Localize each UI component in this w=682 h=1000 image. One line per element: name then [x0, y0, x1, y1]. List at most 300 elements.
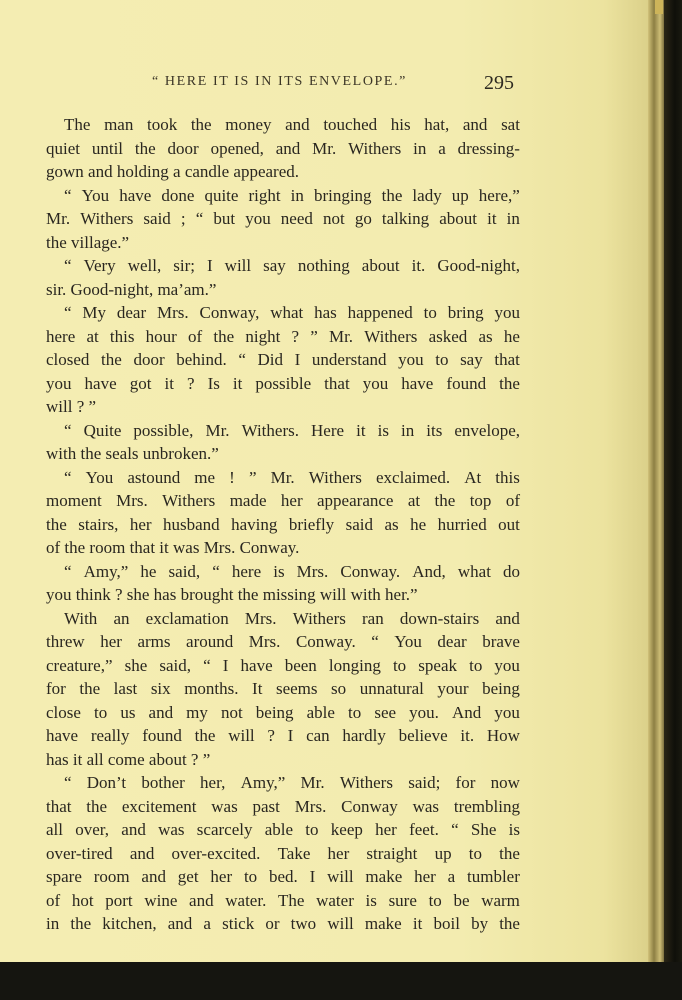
- word: I: [309, 867, 316, 886]
- text-line: [46, 372, 520, 396]
- word: or: [265, 914, 280, 933]
- word: will: [327, 867, 354, 886]
- word: the: [86, 796, 108, 816]
- text-line: [46, 419, 520, 443]
- word: months.: [184, 679, 239, 698]
- word: about: [439, 209, 477, 228]
- page-number: 295: [484, 72, 514, 94]
- word: for: [46, 679, 66, 698]
- word: hour: [145, 326, 177, 346]
- word: quiet: [46, 138, 80, 158]
- text-line: [46, 607, 520, 631]
- page-header: [0, 72, 520, 98]
- word: to: [243, 867, 258, 886]
- scan-border-bottom: [0, 962, 682, 1000]
- word: her: [210, 867, 233, 886]
- text-line: [46, 348, 520, 372]
- word: port: [105, 890, 133, 910]
- word: room: [93, 867, 130, 886]
- text-line: [46, 889, 520, 913]
- word: seems: [275, 679, 318, 698]
- word: it.: [460, 726, 475, 745]
- word: well,: [127, 256, 162, 275]
- word: the: [79, 679, 101, 698]
- word: her,: [200, 773, 226, 792]
- word: right: [248, 185, 281, 205]
- word: it: [232, 373, 243, 393]
- word: as: [384, 514, 399, 534]
- text-line: [46, 701, 520, 725]
- word: you: [494, 702, 520, 722]
- word: what: [270, 303, 304, 322]
- word: And: [451, 702, 482, 722]
- word: hot: [71, 890, 94, 910]
- text-line: [46, 325, 520, 349]
- word: has: [314, 303, 337, 322]
- word: this: [495, 467, 520, 487]
- word: the: [101, 350, 122, 369]
- word: How: [486, 726, 520, 745]
- word: boil: [433, 914, 460, 933]
- text-line: [46, 466, 520, 490]
- text-line: [46, 865, 520, 889]
- word: until: [91, 138, 124, 158]
- word: it: [412, 914, 423, 933]
- word: over-tired: [46, 843, 113, 863]
- word: Mrs.: [157, 303, 189, 322]
- word: and: [148, 702, 174, 722]
- word: in: [506, 209, 520, 228]
- word: envelope,: [454, 420, 520, 440]
- word: what: [457, 561, 491, 581]
- word: Amy,”: [240, 773, 286, 792]
- word: in: [46, 914, 60, 933]
- text-line: [46, 771, 520, 795]
- word: straight: [366, 843, 418, 863]
- word: Quite: [83, 420, 122, 440]
- word: six: [150, 679, 171, 698]
- word: to: [423, 303, 437, 322]
- word: of: [505, 491, 520, 510]
- word: Withers.: [241, 420, 299, 440]
- word: Withers: [308, 467, 362, 487]
- running-head: “ HERE IT IS IN ITS ENVELOPE.”: [152, 74, 407, 89]
- word: The: [64, 115, 91, 134]
- word: I: [206, 256, 213, 275]
- word: astound: [127, 467, 181, 487]
- word: to: [94, 702, 108, 722]
- word: the: [434, 491, 456, 510]
- text-line: [46, 724, 520, 748]
- word: wine: [144, 890, 178, 910]
- word: was: [211, 796, 238, 816]
- word: of: [46, 890, 61, 910]
- word: last: [113, 679, 138, 698]
- text-line: [46, 630, 520, 654]
- word: us: [120, 702, 136, 722]
- text-line: [46, 207, 520, 231]
- word: out: [498, 514, 520, 534]
- word: appearance: [317, 491, 394, 510]
- word: water.: [225, 890, 267, 910]
- word: Mrs.: [116, 491, 148, 510]
- word: Amy,”: [83, 561, 129, 581]
- word: its: [426, 420, 443, 440]
- word: “: [451, 820, 459, 839]
- text-line: [46, 677, 520, 701]
- word: to: [468, 843, 482, 863]
- word: top: [469, 491, 492, 510]
- word: kitchen,: [102, 914, 157, 933]
- word: closed: [46, 350, 90, 369]
- word: that: [494, 350, 520, 369]
- word: found: [446, 373, 487, 393]
- word: warm: [481, 890, 520, 910]
- word: stairs,: [78, 514, 119, 534]
- word: to: [435, 350, 449, 369]
- text-line: of the room that it was Mrs. Conway.: [46, 538, 300, 557]
- word: close: [46, 702, 81, 722]
- word: his: [390, 115, 411, 134]
- word: Here: [311, 420, 345, 440]
- word: said,: [168, 561, 201, 581]
- word: ?: [291, 326, 300, 346]
- text-line: with the seals unbroken.”: [46, 444, 219, 463]
- word: up: [451, 185, 469, 205]
- text-line: [46, 560, 520, 584]
- word: will: [224, 256, 252, 275]
- word: door: [167, 138, 199, 158]
- word: night: [245, 326, 281, 346]
- word: bringing: [313, 185, 372, 205]
- word: you: [362, 373, 389, 393]
- text-line: [46, 137, 520, 161]
- word: it: [356, 420, 366, 440]
- word: hurried: [437, 514, 487, 534]
- word: arms: [137, 632, 171, 651]
- text-line: [46, 489, 520, 513]
- word: got: [129, 373, 152, 393]
- word: unnatural: [359, 679, 424, 698]
- word: it.: [411, 256, 426, 275]
- word: have: [240, 655, 273, 675]
- word: spare: [46, 867, 82, 886]
- word: and: [462, 115, 488, 134]
- word: I: [294, 350, 301, 369]
- word: you: [46, 373, 72, 393]
- word: took: [146, 115, 178, 134]
- word: hardly: [342, 726, 386, 745]
- word: Mr.: [270, 467, 295, 487]
- word: Mrs.: [248, 632, 281, 651]
- word: to: [428, 890, 442, 910]
- word: dressing-: [457, 138, 520, 158]
- word: you: [494, 655, 520, 675]
- word: possible,: [133, 420, 194, 440]
- word: “: [64, 773, 72, 792]
- word: not: [220, 702, 243, 722]
- word: made: [229, 491, 267, 510]
- word: it: [487, 209, 497, 228]
- word: Conway,: [199, 303, 260, 322]
- word: The: [278, 890, 305, 910]
- word: ;: [180, 209, 186, 228]
- word: believe: [398, 726, 448, 745]
- word: have: [46, 726, 79, 745]
- word: excitement: [121, 796, 197, 816]
- text-line: [46, 513, 520, 537]
- word: for: [455, 773, 476, 792]
- word: Did: [257, 350, 284, 369]
- word: Withers: [364, 326, 418, 346]
- word: With: [64, 608, 98, 628]
- word: have: [84, 373, 117, 393]
- word: lady: [412, 185, 442, 205]
- word: water: [316, 890, 354, 910]
- word: her: [129, 514, 152, 534]
- word: found: [142, 726, 182, 745]
- word: It: [252, 679, 263, 698]
- word: the: [190, 115, 212, 134]
- word: Conway: [341, 796, 398, 816]
- text-line: [46, 842, 520, 866]
- word: “: [371, 632, 379, 651]
- word: Don’t: [86, 773, 127, 792]
- word: here,”: [478, 185, 520, 205]
- word: At: [464, 467, 482, 487]
- word: exclamation: [145, 608, 229, 628]
- word: Is: [207, 373, 220, 393]
- word: said: [143, 209, 171, 228]
- word: can: [306, 726, 330, 745]
- word: Withers: [162, 491, 216, 510]
- word: it: [164, 373, 174, 393]
- word: keep: [330, 820, 363, 839]
- word: go: [354, 209, 372, 228]
- word: My: [82, 303, 107, 322]
- word: he: [503, 326, 520, 346]
- word: brave: [482, 632, 520, 651]
- word: Mr.: [312, 138, 337, 158]
- word: here: [231, 561, 262, 581]
- word: “: [212, 561, 220, 581]
- word: the: [46, 514, 67, 534]
- word: you.: [409, 702, 439, 722]
- word: your: [437, 679, 469, 698]
- word: feet.: [409, 820, 439, 839]
- word: done: [161, 185, 195, 205]
- text-line: [46, 795, 520, 819]
- word: You: [81, 185, 110, 205]
- word: by: [471, 914, 489, 933]
- text-line: [46, 254, 520, 278]
- word: You: [85, 467, 114, 487]
- word: Mr.: [328, 326, 354, 346]
- word: make: [365, 867, 403, 886]
- word: of: [188, 326, 203, 346]
- word: Good-night,: [437, 256, 520, 275]
- word: dear: [116, 303, 147, 322]
- text-line: [46, 912, 520, 936]
- word: speak: [418, 655, 457, 675]
- word: was: [158, 820, 185, 839]
- word: all: [46, 820, 63, 839]
- word: up: [434, 843, 452, 863]
- word: and: [121, 820, 146, 839]
- word: her: [280, 491, 303, 510]
- word: is: [508, 820, 520, 839]
- word: And,: [412, 561, 446, 581]
- word: now: [490, 773, 520, 792]
- word: sat: [501, 115, 520, 134]
- word: Very: [83, 256, 116, 275]
- word: my: [186, 702, 208, 722]
- word: I: [222, 655, 229, 675]
- word: her: [327, 843, 350, 863]
- word: and: [275, 138, 301, 158]
- word: hat,: [424, 115, 450, 134]
- word: will: [327, 914, 354, 933]
- word: said;: [408, 773, 441, 792]
- word: the: [134, 138, 156, 158]
- word: need: [280, 209, 313, 228]
- word: her: [375, 820, 397, 839]
- text-line: [46, 113, 520, 137]
- word: see: [374, 702, 397, 722]
- word: the: [499, 843, 520, 863]
- word: make: [364, 914, 402, 933]
- word: “: [64, 420, 72, 440]
- word: money: [225, 115, 272, 134]
- word: said,: [159, 655, 192, 675]
- word: do: [503, 561, 520, 581]
- word: being: [482, 679, 520, 698]
- word: around: [186, 632, 234, 651]
- text-line: will ? ”: [46, 397, 97, 416]
- word: “: [203, 655, 211, 675]
- word: Take: [277, 843, 311, 863]
- word: the: [499, 373, 520, 393]
- text-line: has it all come about ? ”: [46, 749, 211, 769]
- word: here: [46, 326, 76, 346]
- word: bother: [141, 773, 185, 792]
- word: stick: [222, 914, 255, 933]
- word: she: [124, 655, 148, 675]
- text-line: you think ? she has brought the missing will with her.”: [46, 585, 418, 604]
- word: exclaimed.: [376, 467, 451, 487]
- text-line: gown and holding a candle appeared.: [46, 162, 300, 181]
- word: was: [412, 796, 440, 816]
- word: as: [478, 326, 493, 346]
- word: touched: [323, 115, 378, 134]
- word: tumbler: [467, 867, 520, 886]
- word: able: [306, 702, 335, 722]
- word: and: [285, 115, 310, 134]
- word: and: [129, 843, 155, 863]
- word: said: [345, 514, 374, 534]
- word: Conway.: [295, 632, 356, 651]
- word: “: [64, 561, 72, 581]
- word: in: [401, 420, 415, 440]
- text-line: [46, 301, 520, 325]
- text-line: [46, 654, 520, 678]
- word: ”: [248, 467, 257, 487]
- word: scarcely: [196, 820, 253, 839]
- word: Mr.: [205, 420, 230, 440]
- word: the: [70, 914, 92, 933]
- word: Withers: [339, 773, 393, 792]
- word: I: [287, 726, 294, 745]
- word: Conway.: [340, 561, 401, 581]
- word: he: [410, 514, 427, 534]
- word: “: [64, 303, 72, 322]
- word: asked: [428, 326, 468, 346]
- word: you: [494, 303, 520, 322]
- word: opened,: [210, 138, 264, 158]
- text-line: sir. Good-night, ma’am.”: [46, 279, 217, 299]
- word: Mr.: [300, 773, 325, 792]
- word: Withers: [80, 209, 134, 228]
- word: so: [331, 679, 347, 698]
- word: sir;: [173, 256, 195, 275]
- word: and: [495, 608, 520, 628]
- word: Mr.: [46, 209, 71, 228]
- word: possible: [255, 373, 312, 393]
- word: creature,”: [46, 655, 113, 675]
- word: able: [264, 820, 294, 839]
- word: really: [90, 726, 130, 745]
- word: in: [290, 185, 304, 205]
- word: and: [167, 914, 193, 933]
- word: at: [407, 491, 421, 510]
- word: have: [401, 373, 434, 393]
- word: in: [413, 138, 427, 158]
- word: at: [86, 326, 99, 346]
- word: nothing: [297, 256, 350, 275]
- scan-border-right: [664, 0, 682, 1000]
- word: behind.: [176, 350, 227, 369]
- word: to: [305, 820, 319, 839]
- word: happened: [347, 303, 413, 322]
- word: say: [460, 350, 483, 369]
- word: ”: [310, 326, 318, 346]
- word: bring: [447, 303, 484, 322]
- word: her: [100, 632, 122, 651]
- word: this: [109, 326, 135, 346]
- word: “: [64, 185, 72, 205]
- word: man: [104, 115, 134, 134]
- word: over-excited.: [171, 843, 261, 863]
- word: Mrs.: [294, 796, 327, 816]
- word: !: [229, 467, 235, 487]
- word: get: [177, 867, 199, 886]
- word: will: [228, 726, 255, 745]
- word: is: [365, 890, 377, 910]
- word: Mrs.: [244, 608, 277, 628]
- word: having: [231, 514, 278, 534]
- word: ?: [186, 373, 195, 393]
- word: past: [252, 796, 280, 816]
- word: and: [141, 867, 166, 886]
- word: a: [203, 914, 211, 933]
- word: “: [195, 209, 204, 228]
- text-line: [46, 184, 520, 208]
- word: the: [499, 914, 520, 933]
- word: that: [324, 373, 350, 393]
- word: and: [189, 890, 214, 910]
- word: husband: [163, 514, 220, 534]
- word: a: [447, 867, 456, 886]
